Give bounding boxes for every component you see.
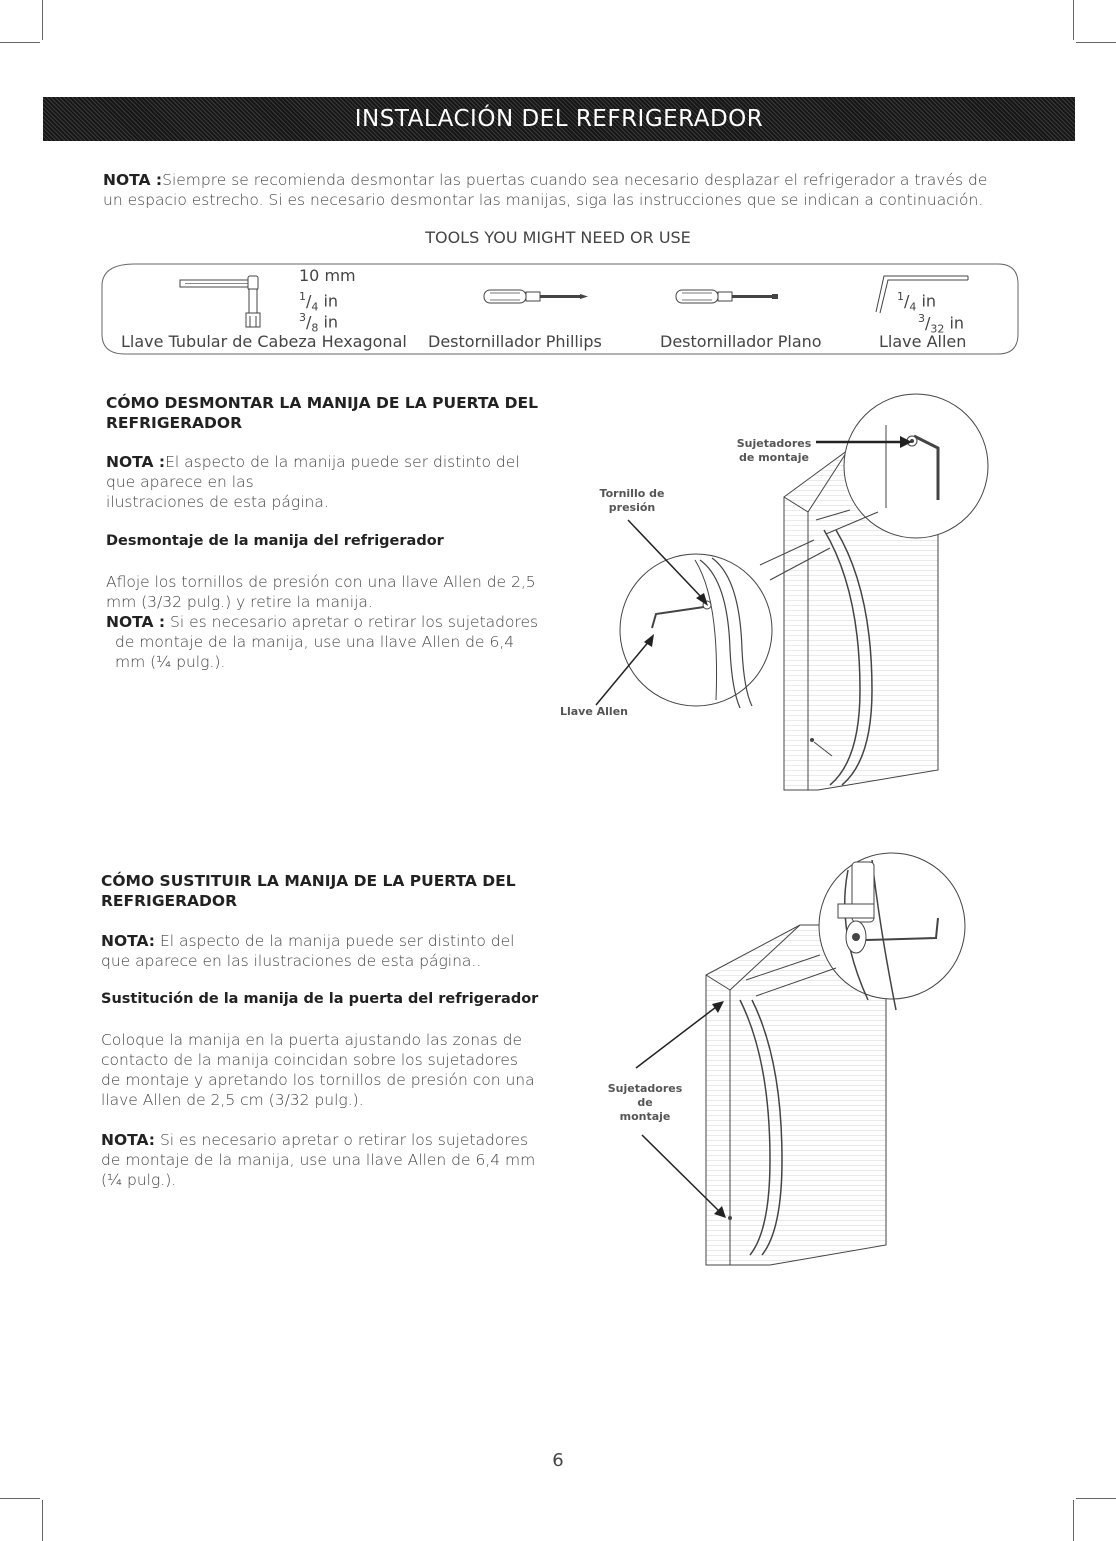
socket-size-three-eighths: $^3/_8$ in <box>299 311 339 335</box>
remove-heading: CÓMO DESMONTAR LA MANIJA DE LA PUERTA DEL REFRIGERADOR <box>106 394 539 432</box>
replace-note: NOTA: El aspecto de la manija puede ser distinto del que aparece en las ilustraciones de esta página.. <box>101 932 515 970</box>
crop-mark <box>0 1498 40 1499</box>
remove-fig-setscrew-label: Tornillo de presión <box>599 487 665 514</box>
flat-label: Destornillador Plano <box>660 332 822 351</box>
replace-note2: NOTA: Si es necesario apretar o retirar los sujetadores de montaje de la manija, use una llave Allen de 6,4 mm (¼ pulg.). <box>101 1131 536 1189</box>
replace-heading: CÓMO SUSTITUIR LA MANIJA DE LA PUERTA DEL REFRIGERADOR <box>101 872 516 910</box>
tools-caption: TOOLS YOU MIGHT NEED OR USE <box>425 228 691 247</box>
socket-size-10mm: 10 mm <box>299 266 356 285</box>
replace-instructions: Coloque la manija en la puerta ajustando las zonas de contacto de la manija coincidan sobre los sujetadores de montaje y apretando los tornillos de presión con una llave Allen de 2,5 cm (3/32 pulg.). <box>101 1031 535 1109</box>
replace-subheading: Sustitución de la manija de la puerta del refrigerador <box>101 991 539 1007</box>
socket-wrench-label: Llave Tubular de Cabeza Hexagonal <box>121 332 407 351</box>
socket-size-quarter: $^1/_4$ in <box>299 290 339 314</box>
phillips-label: Destornillador Phillips <box>428 332 602 351</box>
remove-instructions: Afloje los tornillos de presión con una llave Allen de 2,5 mm (3/32 pulg.) y retire la manija. NOTA : Si es necesario apretar o retirar los sujetadores de montaje de la manija, use una llave Allen de 6,4 mm (¼ pulg.). <box>106 573 539 671</box>
replace-fig-fasteners-label: Sujetadores de montaje <box>607 1082 683 1123</box>
remove-fig-allen-label: Llave Allen <box>559 705 628 718</box>
crop-mark <box>1073 1500 1074 1541</box>
intro-note-line1: Siempre se recomienda desmontar las puertas cuando sea necesario desplazar el refrigerador a través de <box>162 171 988 189</box>
crop-mark <box>42 1500 43 1541</box>
page-title: INSTALACIÓN DEL REFRIGERADOR <box>354 106 764 132</box>
intro-note-label: NOTA : <box>103 171 163 189</box>
remove-note: NOTA :El aspecto de la manija puede ser distinto del que aparece en las ilustraciones de esta página. <box>106 453 520 511</box>
remove-fig-fasteners-label: Sujetadores de montaje <box>736 437 812 464</box>
allen-size-three-32nds: $^3/_{32}$ in <box>918 312 965 336</box>
intro-note-line2: un espacio estrecho. Si es necesario desmontar las manijas, siga las instrucciones que se indican a continuación. <box>103 191 984 209</box>
remove-subheading: Desmontaje de la manija del refrigerador <box>106 533 444 549</box>
crop-mark <box>1076 1498 1116 1499</box>
page-number: 6 <box>552 1450 564 1471</box>
allen-label: Llave Allen <box>879 332 967 351</box>
allen-size-quarter: $^1/_4$ in <box>897 290 937 314</box>
